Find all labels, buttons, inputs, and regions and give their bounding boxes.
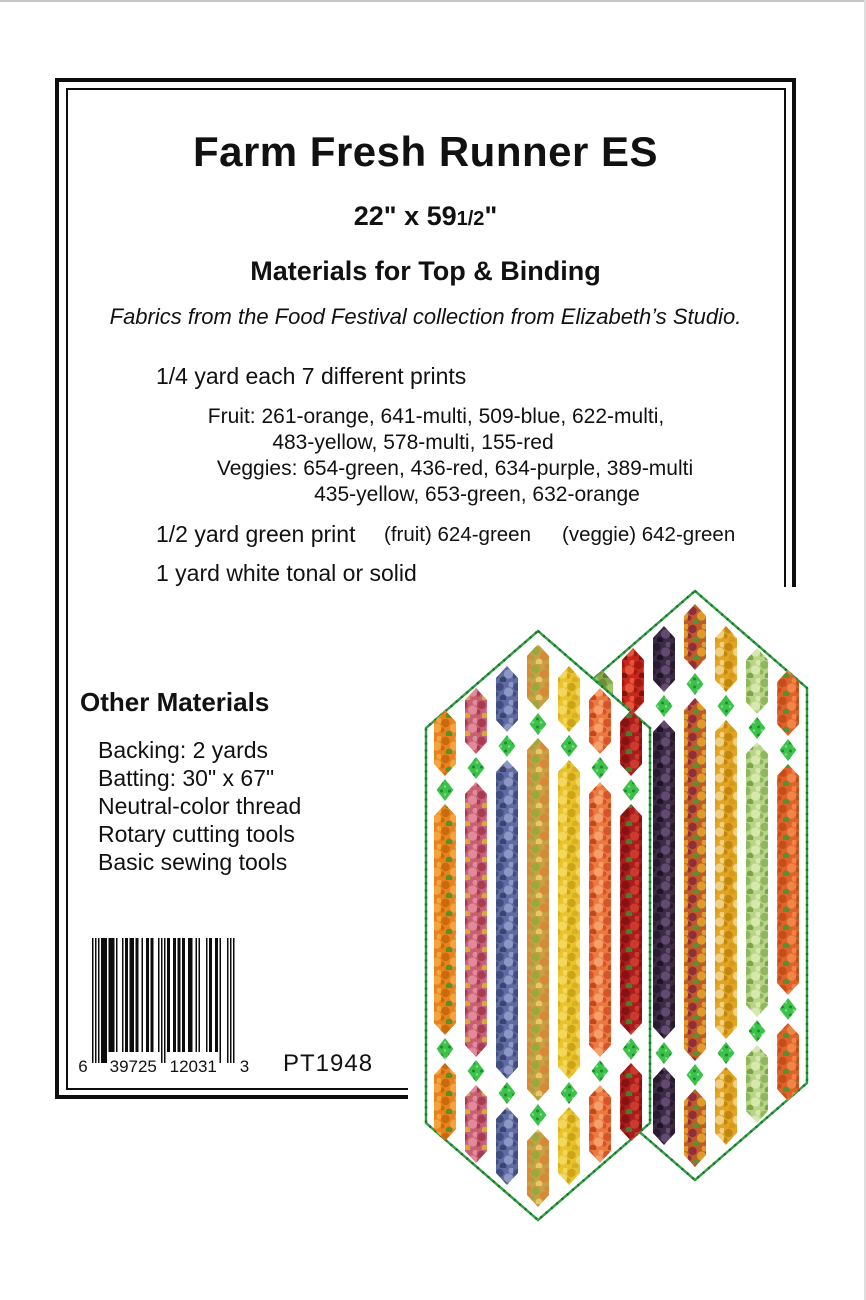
fabrics-note: Fabrics from the Food Festival collection from Elizabeth’s Studio. (109, 304, 742, 329)
page-title: Farm Fresh Runner ES (192, 128, 659, 175)
half-yard-veggie-option: (veggie) 642-green (562, 523, 736, 546)
veggie-prints-line-1: Veggies: 654-green, 436-red, 634-purple, 389-multi (216, 457, 694, 480)
one-yard-line: 1 yard white tonal or solid (156, 560, 417, 586)
svg-text:39725: 39725 (109, 1057, 157, 1076)
other-materials-item: Basic sewing tools (98, 849, 288, 875)
other-materials-item: Rotary cutting tools (98, 821, 295, 847)
other-materials-item: Neutral-color thread (98, 793, 302, 819)
svg-text:3: 3 (239, 1057, 250, 1076)
other-materials-item: Backing: 2 yards (98, 737, 269, 763)
veggie-prints-line-2: 435-yellow, 653-green, 632-orange (314, 483, 640, 506)
materials-heading: Materials for Top & Binding (250, 256, 601, 286)
svg-text:12031: 12031 (169, 1057, 217, 1076)
fruit-prints-line-1: Fruit: 261-orange, 641-multi, 509-blue, 622-multi, (207, 405, 665, 428)
svg-text:6: 6 (78, 1057, 88, 1076)
other-materials-item: Batting: 30" x 67" (98, 765, 275, 791)
fruit-runner-image (423, 628, 653, 1223)
size-prefix: 22" x 59 (353, 201, 457, 231)
other-materials-heading: Other Materials (80, 687, 270, 717)
other-materials-list (98, 736, 301, 876)
size-suffix: " (484, 201, 498, 231)
fruit-prints-line-2: 483-yellow, 578-multi, 155-red (272, 431, 554, 454)
quilt-photo (408, 587, 838, 1250)
pattern-number: PT1948 (283, 1050, 374, 1077)
half-yard-fruit-option: (fruit) 624-green (384, 523, 531, 546)
size-fraction: 1/2 (456, 208, 485, 230)
finished-size (55, 201, 796, 232)
quarter-yard-line: 1/4 yard each 7 different prints (156, 363, 467, 389)
prints-list (63, 404, 803, 508)
scan-edge-top (0, 0, 866, 2)
half-yard-label: 1/2 yard green print (156, 521, 356, 547)
